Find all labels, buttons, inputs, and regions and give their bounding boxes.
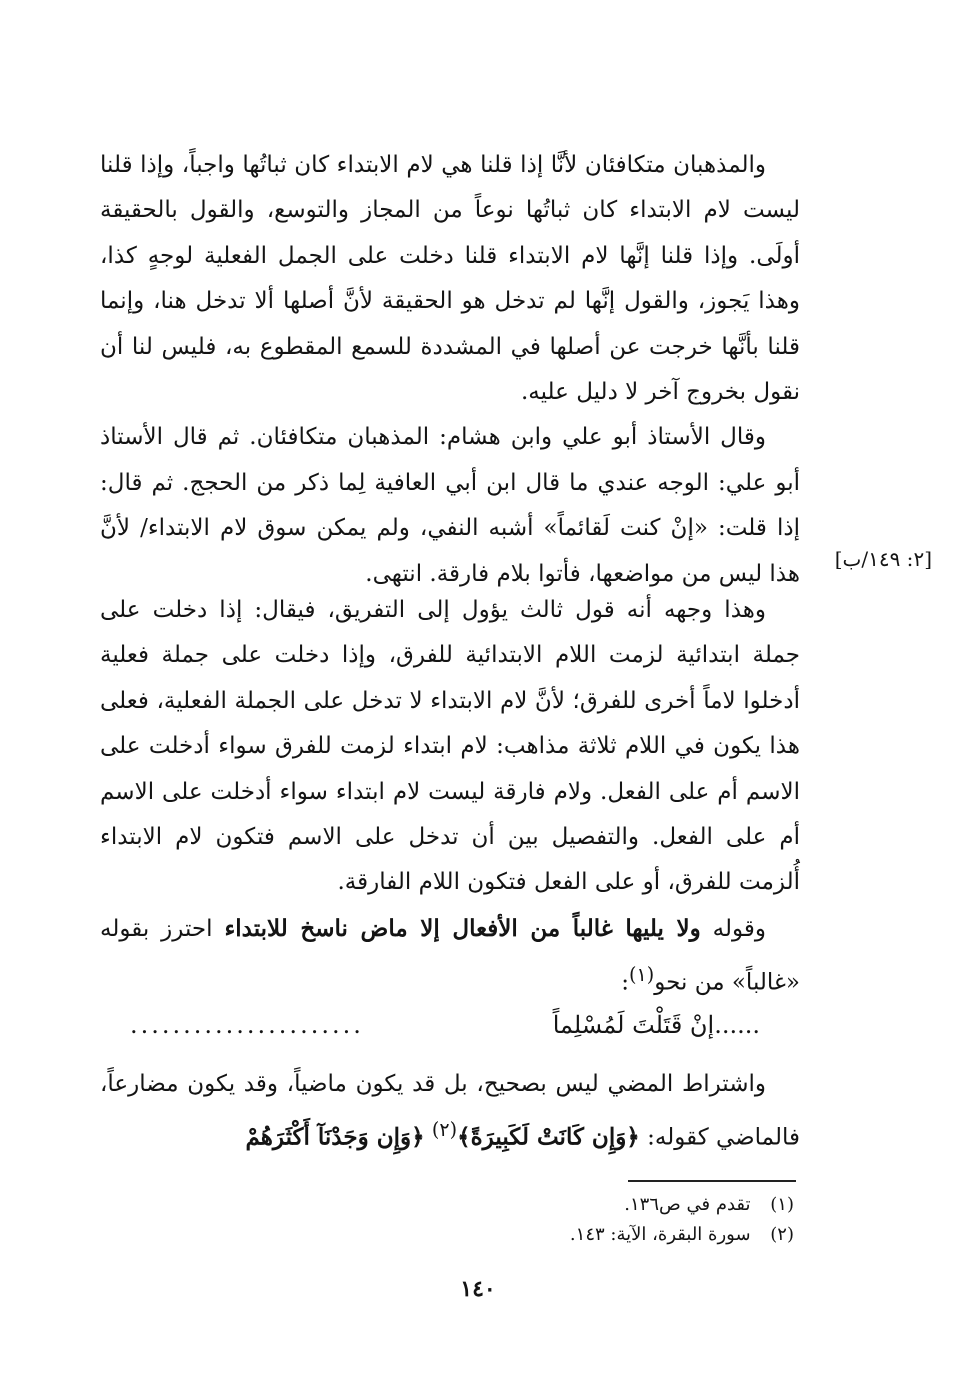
- footnote-2: [294, 1220, 794, 1250]
- footnote-1-text: تقدم في ص١٣٦.: [624, 1194, 751, 1215]
- paragraph-4-lead: وقوله: [712, 915, 766, 942]
- footnote-separator: [628, 1180, 796, 1182]
- verse-hemistich-2: ......................: [130, 1011, 364, 1039]
- main-text-block-1: [100, 143, 800, 597]
- paragraph-5: [100, 1062, 800, 1161]
- paragraph-5-text: واشتراط المضي ليس بصحيح، بل قد يكون ماضياً، وقد يكون مضارعاً، فالماضي كقوله:: [100, 1071, 800, 1152]
- manuscript-folio-marker: [٢: ١٤٩/ب]: [834, 547, 932, 571]
- main-text-block-3: [100, 1062, 800, 1161]
- paragraph-4-end: :: [621, 969, 630, 996]
- footnote-1: [294, 1190, 794, 1220]
- footnote-ref-1[interactable]: (١): [629, 963, 655, 987]
- paragraph-3: وهذا وجهه أنه قول ثالث يؤول إلى التفريق، فيقال: إذا دخلت على جملة ابتدائية لزمت اللام الابتدائية للفرق، وإذا دخلت على جملة فعلية أدخلوا لاماً أخرى للفرق؛ لأنَّ لام الابتداء لا تدخل على الجملة الفعلية، فعلى هذا يكون في اللام ثلاثة مذاهب: لام ابتداء لزمت للفرق سواء أدخلت على الاسم أم على الفعل. ولام فارقة ليست لام ابتداء سواء أدخلت على الاسم أم على الفعل. والتفصيل بين أن تدخل على الاسم فتكون لام الابتداء أُلزمت للفرق، أو على الفعل فتكون اللام الفارقة.: [100, 597, 800, 896]
- paragraph-4: [100, 906, 800, 1006]
- footnote-ref-2[interactable]: (٢): [431, 1118, 458, 1142]
- quoted-matn-text: ولا يليها غالباً من الأفعال إلا ماض ناسخ للابتداء: [224, 914, 701, 942]
- quran-quote-1: ﴿وَإِن كَانَتْ لَكَبِيرَةً﴾: [457, 1124, 640, 1152]
- footnote-1-number: (١): [770, 1194, 794, 1215]
- main-text-block-2: [100, 588, 800, 1006]
- paragraph-2: وقال الأستاذ أبو علي وابن هشام: المذهبان متكافئان. ثم قال الأستاذ أبو علي: الوجه عندي ما قال ابن أبي العافية لِما ذكر من الحجج. ثم قال: إذا قلت: «إنْ كنت لَقائماً» أشبه النفي، ولم يمكن سوق لام الابتداء/ لأنَّ هذا ليس من مواضعها، فأتوا بلام فارقة. انتهى.: [100, 424, 800, 587]
- footnote-2-number: (٢): [770, 1224, 794, 1245]
- footnotes: [294, 1190, 794, 1250]
- paragraph-4-rest: احترز بقوله «غالباً» من نحو: [100, 915, 800, 996]
- poetry-verse: [130, 1005, 770, 1045]
- quran-quote-2: ﴿وَإِن وَجَدْنَآ أَكْثَرَهُمْ: [245, 1124, 425, 1152]
- verse-hemistich-1: ......إنْ قَتَلْتَ لَمُسْلِماً: [552, 1011, 760, 1039]
- footnote-2-text: سورة البقرة، الآية: ١٤٣.: [569, 1224, 751, 1245]
- page-number: ١٤٠: [460, 1276, 496, 1302]
- paragraph-1: والمذهبان متكافئان لأنَّا إذا قلنا هي لام الابتداء كان ثباتُها واجباً، وإذا قلنا ليست لام الابتداء كان ثباتُها نوعاً من المجاز والتوسع، والقول بالحقيقة أولَى. وإذا قلنا إنَّها لام الابتداء قلنا دخلت على الجمل الفعلية لوجهٍ كذا، وهذا يَجوز، والقول إنَّها لم تدخل هو الحقيقة لأنَّ أصلها ألا تدخل هنا، وإنما قلنا بأنَّها خرجت عن أصلها في المشددة للسمع المقطوع به، فليس لنا أن نقول بخروج آخر لا دليل عليه.: [100, 152, 800, 406]
